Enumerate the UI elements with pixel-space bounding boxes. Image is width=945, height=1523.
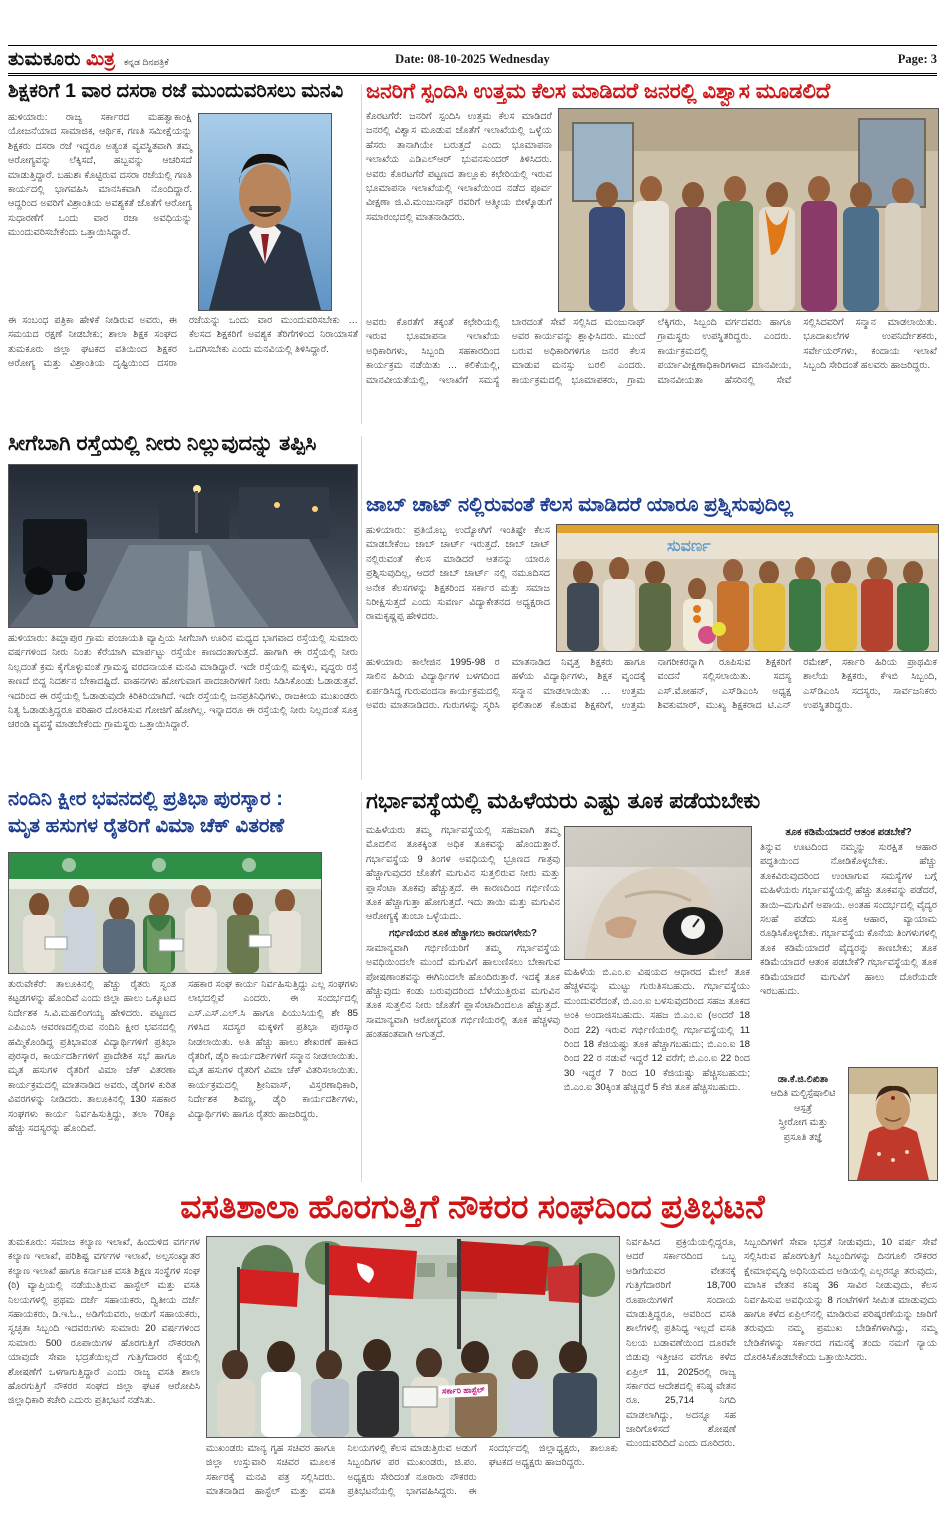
- column-rule: [361, 436, 362, 780]
- column-rule: [361, 84, 362, 424]
- article-body-continued: ಅವರು ಕೊರತೆಗೆ ತಕ್ಕಂತೆ ಕಛೇರಿಯಲ್ಲಿ ಇರುವ ಭೂಮಾಪನಾ ಇಲಾಖೆಯ ಅಧಿಕಾರಿಗಳು, ಸಿಬ್ಬಂದಿ ಸಹಕಾರದಿಂದ ಕಾರ್ಯಕ್ರಮ ನಡೆಯಿತು … ಕಲಿಕೆಯಲ್ಲಿ, ಮಾನವೀಯತೆಯಲ್ಲಿ, ಇಲಾಖೆಗೆ ಸಮಸ್ಯೆ ಬಾರದಂತೆ ಸೇವೆ ಸಲ್ಲಿಸಿದ ಮಂಜುನಾಥ್ ಅವರ ಕಾರ್ಯವನ್ನು ಶ್ಲಾಘಿಸಿದರು. ಮುಂದೆ ಬರುವ ಅಧಿಕಾರಿಗಳಿಗೂ ಜನರ ಕೆಲಸ ಮಾಡುವ ಮನಸ್ಸು ಬರಲಿ ಎಂದರು. ಕಾರ್ಯಕ್ರಮದಲ್ಲಿ ಭೂಮಾಪಕರು, ಗ್ರಾಮ ಲೆಕ್ಕಿಗರು, ಸಿಬ್ಬಂದಿ ವರ್ಗದವರು ಹಾಗೂ ಗ್ರಾಮಸ್ಥರು ಉಪಸ್ಥಿತರಿದ್ದರು. ಎಂದರು. ಕಾರ್ಯಕ್ರಮದಲ್ಲಿ ಪರ್ಯಾವೀಕ್ಷಣಾಧಿಕಾರಿಗಳಾದ ಮಾನವೀಯ, ಮಾನವೀಯತಾ ಹೆಸರಿನಲ್ಲಿ ಸೇವೆ ಸಲ್ಲಿಸಿದವರಿಗೆ ಸನ್ಮಾನ ಮಾಡಲಾಯಿತು. ಭೂದಾಖಲೆಗಳ ಉಪನಿರ್ದೇಶಕರು, ಸರ್ವೇಯರ್‌ಗಳು, ಕಂದಾಯ ಇಲಾಖೆ ಸಿಬ್ಬಂದಿ ಸೇರಿದಂತೆ ಹಲವರು ಹಾಜರಿದ್ದರು.: [366, 317, 937, 386]
- article-body-left: ತುಮಕೂರು: ಸಮಾಜ ಕಲ್ಯಾಣ ಇಲಾಖೆ, ಹಿಂದುಳಿದ ವರ್ಗಗಳ ಕಲ್ಯಾಣ ಇಲಾಖೆ, ಪರಿಶಿಷ್ಟ ವರ್ಗಗಳ ಇಲಾಖೆ, ಅಲ್ಪಸಂಖ್ಯಾತರ ಕಲ್ಯಾಣ ಇಲಾಖೆ ಹಾಗೂ ಕರ್ನಾಟಕ ವಸತಿ ಶಿಕ್ಷಣ ಸಂಸ್ಥೆಗಳ ಸಂಘ (ರಿ) ವ್ಯಾಪ್ತಿಯಲ್ಲಿ ನಡೆಯುತ್ತಿರುವ ಹಾಸ್ಟೆಲ್ ಮತ್ತು ವಸತಿ ನಿಲಯಗಳಲ್ಲಿ ಪ್ರಥಮ ದರ್ಜೆ ಸಹಾಯಕರು, ದ್ವಿತೀಯ ದರ್ಜೆ ಸಹಾಯಕರು, ಡಿ.ಇ.ಓ., ಅಡಿಗೆಯವರು, ಅಡುಗೆ ಸಹಾಯಕರು, ಸ್ವಚ್ಛತಾ ಸಿಬ್ಬಂದಿ ಇದವರುಗಳು ಸುಮಾರು 20 ವರ್ಷಗಳಿಂದ ಸುಮಾರು 500 ರೂಪಾಯಿಗಳ ಹೊರಗುತ್ತಿಗೆ ನೌಕರರಾಗಿ ಯಾವುದೇ ಸೇವಾ ಭದ್ರತೆಯಿಲ್ಲದೆ ಗುತ್ತಿಗೆದಾರರ ಕೈಯಲ್ಲಿ ಶೋಷಣೆಗೆ ಒಳಗಾಗುತ್ತಿದ್ದಾರೆ ಎಂದು ರಾಜ್ಯ ವಸತಿ ಶಾಲಾ ಹೊರಗುತ್ತಿಗೆ ನೌಕರರ ಸಂಘದ ಜಿಲ್ಲಾ ಘಟಕ ಆರೋಪಿಸಿ ಜಿಲ್ಲಾಧಿಕಾರಿ ಕಚೇರಿ ಎದುರು ಪ್ರತಿಭಟನೆ ನಡೆಸಿತು.: [8, 1237, 200, 1407]
- column-rule: [361, 792, 362, 1182]
- photo-protest-rally: [206, 1236, 620, 1438]
- article-seegebagi-road: [8, 432, 358, 784]
- headline-respond-people: ಜನರಿಗೆ ಸ್ಪಂದಿಸಿ ಉತ್ತಮ ಕೆಲಸ ಮಾಡಿದರೆ ಜನರಲ್ಲಿ ವಿಶ್ವಾಸ ಮೂಡಲಿದೆ: [366, 80, 831, 103]
- article-job-chart: [366, 494, 937, 786]
- article-respond-people: [366, 80, 937, 490]
- doctor-hospital: ಆದಿತಿ ಮಲ್ಟಿಸ್ಪೆಷಾಲಿಟಿ: [770, 1088, 836, 1100]
- article-body: ತಿನ್ನುವ ಊಟದಿಂದ ನಮ್ಮನ್ನು ಸುರಕ್ಷಿತ ಆಹಾರ ಪದ್ಧತಿಯಿಂದ ನೋಡಿಕೊಳ್ಳಬೇಕು. ಹೆಚ್ಚು ತೂಕವಿರುವುದರಿಂದ ಉಂಟಾಗುವ ಸಮಸ್ಯೆಗಳ ಬಗ್ಗೆ ಮಹಿಳೆಯರು ಗರ್ಭಾವಸ್ಥೆಯಲ್ಲಿ ಹೆಚ್ಚು ತೂಕವನ್ನು ಪಡೆದರೆ, ತಾಯಿ–ಮಗುವಿಗೆ ಅಪಾಯ. ಅಂತಹ ಸಂದರ್ಭದಲ್ಲಿ ವೈದ್ಯರ ಸಲಹೆ ಪಡೆದು ಸೂಕ್ತ ಆಹಾರ, ವ್ಯಾಯಾಮ ರೂಢಿಸಿಕೊಳ್ಳಬೇಕು. ಗರ್ಭಾವಸ್ಥೆಯ ಕೊನೆಯ ತಿಂಗಳುಗಳಲ್ಲಿ ತೂಕ ಕಡಿಮೆಯಾದರೆ ವೈದ್ಯರನ್ನು ಕಾಣಬೇಕು; ತೂಕ ಕಡಿಮೆಯಾದರೆ ಆತಂಕ ಪಡಬೇಕೆ? ಗರ್ಭಾವಸ್ಥೆಯಲ್ಲಿ ತೂಕ ಕಡಿಮೆಯಾದರೆ ಮಗುವಿಗೆ ಹಾಲು ದೊರೆಯದೇ ಇರಬಹುದು.: [760, 842, 937, 997]
- article-body: ಹುಳಿಯಾರು: ರಾಜ್ಯ ಸರ್ಕಾರದ ಮಹತ್ವಾಕಾಂಕ್ಷಿ ಯೋಜನೆಯಾದ ಸಾಮಾಜಿಕ, ಆರ್ಥಿಕ, ಗಣತಿ ಸಮೀಕ್ಷೆಯನ್ನು ಶಿಕ್ಷಕರು ದಸರಾ ರಜೆ ಇದ್ದರೂ ಅತ್ಯಂತ ವ್ಯವಸ್ಥಿತವಾಗಿ ತಮ್ಮ ಆರೋಗ್ಯವನ್ನು ಲೆಕ್ಕಿಸದೆ, ಹಬ್ಬವನ್ನು ಆಚರಿಸದೆ ಮಾಡುತ್ತಿದ್ದಾರೆ. ಬಹುಶಃ ಕೊಟ್ಟಿರುವ ದಸರಾ ರಜೆಯಲ್ಲಿ ಗಣತಿ ಕಾರ್ಯದಲ್ಲಿ ಭಾಗವಹಿಸಿ ಮಾನಸಿಕವಾಗಿ ನೊಂದಿದ್ದಾರೆ. ಆದ್ದರಿಂದ ಅವರಿಗೆ ವಿಶ್ರಾಂತಿಯ ಅವಶ್ಯಕತೆ ಜೊತೆಗೆ ಆರೋಗ್ಯ ಸುಧಾರಣೆಗೆ ಒಂದು ವಾರ ರಜಾ ಅವಧಿಯನ್ನು ಮುಂದುವರಿಸಬೇಕೆಂದು ಒತ್ತಾಯಿಸಿದ್ದಾರೆ.: [8, 112, 192, 239]
- logo-tagline: ಕನ್ನಡ ದಿನಪತ್ರಿಕೆ: [124, 56, 169, 67]
- photo-guruvandana-event: [556, 524, 939, 652]
- article-teachers-leave: [8, 80, 358, 428]
- photo-portrait-leader: [198, 113, 332, 311]
- article-body-mid: ನಿರ್ವಹಿಸಿದ ಪ್ರಕ್ರಿಯೆಯಲ್ಲಿದ್ದರೂ, ಆದರೆ ಸರ್ಕಾರದಿಂದ ಒಬ್ಬ ಅಡಿಗೆಯವರ ವೇತನಕ್ಕೆ ಗುತ್ತಿಗೆದಾರರಿಗೆ 18,700 ರೂಪಾಯಿಗಳಿಗೆ ಸಂದಾಯ ಮಾಡುತ್ತಿದ್ದರೂ, ಅವರಿಂದ ವಸತಿ ಶಾಲೆಗಳಲ್ಲಿ ಪ್ರತಿನಿಧ್ಯ ಇಲ್ಲದೆ ವಸತಿ ನಿಲಯ ಬಡಾವಣೆಯಿಂದ ದೂರವೇ ಬಿಡುವು ಇತ್ತೀಚಿನ ವರೆಗೂ ಕಳೆದ ಏಪ್ರಿಲ್ 11, 2025ರಲ್ಲಿ ರಾಜ್ಯ ಸರ್ಕಾರದ ಆದೇಶದಲ್ಲಿ ಕನಿಷ್ಠ ವೇತನ ರೂ. 25,714 ನಿಗದಿ ಮಾಡಲಾಗಿದ್ದು, ಅದನ್ನೂ ಸಹ ಜಾರಿಗೊಳಿಸದೆ ಶೋಷಣೆ ಮುಂದುವರಿದಿದೆ ಎಂದು ದೂರಿದರು.: [626, 1237, 736, 1450]
- article-body-col1: ತುರುವೇಕೆರೆ: ತಾಲೂಕಿನಲ್ಲಿ ಹೆಚ್ಚು ರೈತರು ಸ್ವಂತ ಕಟ್ಟಡಗಳನ್ನು ಹೊಂದಿವೆ ಎಂದು ಜಿಲ್ಲಾ ಹಾಲು ಒಕ್ಕೂಟದ ನಿರ್ದೇಶಕ ಸಿ.ವಿ.ಮಹಲಿಂಗಯ್ಯ ಹೇಳಿದರು. ಪಟ್ಟಣದ ಎಪಿಎಂಸಿ ಆವರಣದಲ್ಲಿರುವ ನಂದಿನಿ ಕ್ಷೀರ ಭವನದಲ್ಲಿ ಹಮ್ಮಿಕೊಂಡಿದ್ದ ಪ್ರತಿಭಾವಂತ ವಿದ್ಯಾರ್ಥಿಗಳಿಗೆ ಪ್ರತಿಭಾ ಪುರಸ್ಕಾರ, ಕಾರ್ಯದರ್ಶಿಗಳಿಗೆ ಪ್ರಾದೇಶಿಕ ಸಭೆ ಹಾಗೂ ಮೃತ ಹಸುಗಳ ರೈತರಿಗೆ ವಿಮಾ ಚೆಕ್ ವಿತರಣಾ ಕಾರ್ಯಕ್ರಮದಲ್ಲಿ ಮಾತನಾಡಿದ ಅವರು, ಡೈರಿಗಳ ಕುರಿತ ವಿವರಗಳನ್ನು ನೀಡಿದರು. ತಾಲೂಕಿನಲ್ಲಿ 130 ಸಹಕಾರ ಸಂಘಗಳು ಕಾರ್ಯ ನಿರ್ವಹಿಸುತ್ತಿದ್ದು, ತಲಾ 70ಕ್ಕೂ ಹೆಚ್ಚು ಸದಸ್ಯರನ್ನು ಹೊಂದಿವೆ.: [8, 979, 176, 1134]
- article-body-col2: ಸಹಕಾರ ಸಂಘ ಕಾರ್ಯ ನಿರ್ವಹಿಸುತ್ತಿದ್ದು ಎಲ್ಲ ಸಂಘಗಳು ಲಾಭದಲ್ಲಿವೆ ಎಂದರು. ಈ ಸಂದರ್ಭದಲ್ಲಿ ಎಸ್.ಎಸ್.ಎಲ್.ಸಿ ಹಾಗೂ ಪಿಯುಸಿಯಲ್ಲಿ ಶೇ 85 ಗಳಿಸಿದ ಸದಸ್ಯರ ಮಕ್ಕಳಿಗೆ ಪ್ರತಿಭಾ ಪುರಸ್ಕಾರ ನೀಡಲಾಯಿತು. ಅತಿ ಹೆಚ್ಚು ಹಾಲು ಶೇಖರಣೆ ಹಾಕಿದ ರೈತರಿಗೆ, ಡೈರಿ ಕಾರ್ಯದರ್ಶಿಗಳಿಗೆ ಸನ್ಮಾನ ನೀಡಲಾಯಿತು. ಮೃತ ಹಸುಗಳ ರೈತರಿಗೆ ವಿಮಾ ಚೆಕ್ ವಿತರಿಸಲಾಯಿತು. ಕಾರ್ಯಕ್ರಮದಲ್ಲಿ ಶ್ರೀನಿವಾಸ್, ವಿಸ್ತರಣಾಧಿಕಾರಿ, ನಿರ್ದೇಶಕ ಶಿವಣ್ಣ, ಡೈರಿ ಕಾರ್ಯದರ್ಶಿಗಳು, ವಿದ್ಯಾರ್ಥಿಗಳು ಹಾಗೂ ರೈತರು ಹಾಜರಿದ್ದರು.: [188, 979, 358, 1120]
- article-body: ಸಾಮಾನ್ಯವಾಗಿ ಗರ್ಭಿಣಿಯರಿಗೆ ತಮ್ಮ ಗರ್ಭಾವಸ್ಥೆಯ ಅವಧಿಯಿಂದಲೇ ಮುಂದೆ ಮಗುವಿಗೆ ಹಾಲುಣಿಸಲು ಬೇಕಾಗುವ ಪೋಷಣಾಂಶವನ್ನು ಈಗಿನಿಂದಲೇ ಹೊಂದಿರುತ್ತಾರೆ. ಇದಕ್ಕೆ ತೂಕ ಹೆಚ್ಚುವುದು ಕಂಡು ಬರುವುದರಿಂದ ಬೆಳೆಯುತ್ತಿರುವ ಮಗುವಿನ ತೂಕ ಸುತ್ತಲಿನ ನೀರು ಜೊತೆಗೆ ಪ್ಲಾಸೆಂಟಾದಿಂದಲೂ ಹೆಚ್ಚುತ್ತದೆ. ಸಾಮಾನ್ಯವಾಗಿ ಆರೋಗ್ಯವಂತ ಗರ್ಭಿಣಿಯರಲ್ಲಿ ತೂಕ ಹೆಚ್ಚಳವು ಹಂತಹಂತವಾಗಿ ಆಗುತ್ತದೆ.: [366, 942, 560, 1041]
- headline-nandini-line1: ನಂದಿನಿ ಕ್ಷೀರ ಭವನದಲ್ಲಿ ಪ್ರತಿಭಾ ಪುರಸ್ಕಾರ :: [8, 788, 283, 810]
- article-body: ಹುಳಿಯಾರು: ತಿಮ್ಲಾಪುರ ಗ್ರಾಮ ಪಂಚಾಯತಿ ವ್ಯಾಪ್ತಿಯ ಸೀಗೆಬಾಗಿ ಊರಿನ ಮಧ್ಯದ ಭಾಗವಾದ ರಸ್ತೆಯಲ್ಲಿ ಸುಮಾರು ವರ್ಷಗಳಿಂದ ನೀರು ನಿಂತು ಕೆರೆಯಾಗಿ ಮಾರ್ಪಟ್ಟು ರಸ್ತೆಯೇ ಕಾಣದಂತಾಗುತ್ತದೆ. ಹಾಗಾಗಿ ಈ ರಸ್ತೆಯಲ್ಲಿ ನೀರು ನಿಲ್ಲದಂತೆ ಕ್ರಮ ಕೈಗೊಳ್ಳುವಂತೆ ಗ್ರಾಮಸ್ಥ ವರದನಾಯಕ ಮನವಿ ಮಾಡಿದ್ದಾರೆ. ಇದೇ ರಸ್ತೆಯಲ್ಲಿ ಮಕ್ಕಳು, ವೃದ್ಧರು ರಸ್ತೆ ಕಾಣದೆ ಬಿದ್ದ ನಿದರ್ಶನ ಬೇಕಾದಷ್ಟಿದೆ. ವಾಹನಗಳು ಹೋಗುವಾಗ ಪಾದಚಾರಿಗಳಿಗೆ ನೀರು ಸಿಡಿಸಿಕೊಂಡು ಓಡಾಡುತ್ತವೆ. ಇದರಿಂದ ಈ ರಸ್ತೆಯಲ್ಲಿ ಓಡಾಡುವುದೇ ಕಿರಿಕಿರಿಯಾಗಿದೆ. ಇದೇ ರಸ್ತೆಯಲ್ಲಿ ಜನಪ್ರತಿನಿಧಿಗಳು, ರಾಜಕೀಯ ಮುಖಂಡರು ನಿತ್ಯ ಓಡಾಡುತ್ತಿದ್ದರೂ ಪರಿಹಾರ ದೊರಕಿಸುವ ಗೋಜಿಗೆ ಹೋಗಿಲ್ಲ. ಇನ್ನಾದರೂ ಈ ರಸ್ತೆಯಲ್ಲಿ ನೀರು ನಿಲ್ಲದಂತೆ ಸೂಕ್ತ ಚರಂಡಿ ವ್ಯವಸ್ಥೆ ಮಾಡಬೇಕೆಂದು ಗ್ರಾಮಸ್ಥರು ಒತ್ತಾಯಿಸಿದ್ದಾರೆ.: [8, 633, 358, 731]
- article-nandini: [8, 788, 358, 1185]
- article-body-continued: ಈ ಸಂಬಂಧ ಪತ್ರಿಕಾ ಹೇಳಿಕೆ ನೀಡಿರುವ ಅವರು, ಈ ಸಮಯದ ರಕ್ಷಣೆ ನೀಡಬೇಕು; ಶಾಲಾ ಶಿಕ್ಷಕ ಸಂಘದ ತುಮಕೂರು ಜಿಲ್ಲಾ ಘಟಕದ ವತಿಯಿಂದ ಶಿಕ್ಷಕರ ಆರೋಗ್ಯ ಮತ್ತು ವಿಶ್ರಾಂತಿಯ ದೃಷ್ಟಿಯಿಂದ ದಸರಾ ರಜೆಯನ್ನು ಒಂದು ವಾರ ಮುಂದುವರಿಸಬೇಕು … ಕೆಲಸದ ಶಿಕ್ಷಕರಿಗೆ ಅವಶ್ಯಕ ತೆರಿಗೆಗಳಿಂದ ನಿರಾಯಾಸತೆ ಒದಗಿಸಬೇಕು ಎಂದು ಮನವಿಯಲ್ಲಿ ತಿಳಿಸಿದ್ದಾರೆ.: [8, 315, 358, 370]
- subhead-weight-loss-worry: ತೂಕ ಕಡಿಮೆಯಾದರೆ ಆತಂಕ ಪಡಬೇಕೆ?: [785, 827, 912, 838]
- article-col3: [760, 824, 937, 1184]
- logo-accent: ಮಿತ್ರ: [85, 48, 115, 70]
- subhead-weight-gain-causes: ಗರ್ಭಿಣಿಯರ ತೂಕ ಹೆಚ್ಚಾಗಲು ಕಾರಣಗಳೇನು?: [388, 927, 538, 939]
- page-number: Page: 3: [897, 52, 937, 66]
- headline-pregnancy: ಗರ್ಭಾವಸ್ಥೆಯಲ್ಲಿ ಮಹಿಳೆಯರು ಎಷ್ಟು ತೂಕ ಪಡೆಯಬೇಕು: [366, 788, 761, 813]
- article-col1: [366, 824, 560, 1184]
- article-body-continued: ಹುಳಿಯಾರು ಕಾಲೇಜಿನ 1995-98 ರ ಸಾಲಿನ ಹಿರಿಯ ವಿದ್ಯಾರ್ಥಿಗಳ ಬಳಗದಿಂದ ಏರ್ಪಡಿಸಿದ್ದ ಗುರುವಂದನಾ ಕಾರ್ಯಕ್ರಮದಲ್ಲಿ ಅವರು ಮಾತನಾಡಿದರು. ಗುರುಗಳನ್ನು ಸ್ಮರಿಸಿ ಮಾತನಾಡಿದ ನಿವೃತ್ತ ಶಿಕ್ಷಕರು ಹಾಗೂ ಹಳೆಯ ವಿದ್ಯಾರ್ಥಿಗಳು, ಶಿಕ್ಷಕ ವೃಂದಕ್ಕೆ ಸನ್ಮಾನ ಮಾಡಲಾಯಿತು … ಉತ್ತಮ ಫಲಿತಾಂಶ ಕೊಡುವ ಶಿಕ್ಷಕರಿಗೆ, ಉತ್ತಮ ನಾಗರೀಕರನ್ನಾಗಿ ರೂಪಿಸುವ ಶಿಕ್ಷಕರಿಗೆ ವಂದನೆ ಸಲ್ಲಿಸಲಾಯಿತು. ಸದಸ್ಯ ಎಸ್.ಮೋಹನ್, ಎಸ್‌ಡಿಎಂಸಿ ಅಧ್ಯಕ್ಷ ಶಿವಕುಮಾರ್, ಮುಖ್ಯ ಶಿಕ್ಷಕರಾದ ಟಿ.ಎನ್ ರಮೇಶ್, ಸರ್ಕಾರಿ ಹಿರಿಯ ಪ್ರಾಥಮಿಕ ಶಾಲೆಯ ಶಿಕ್ಷಕರು, ಕೆಇಬಿ ಸಿಬ್ಬಂದಿ, ಎಸ್‌ಡಿಎಂಸಿ ಸದಸ್ಯರು, ಸಾರ್ವಜನಿಕರು ಉಪಸ್ಥಿತರಿದ್ದರು.: [366, 657, 937, 712]
- photo-doctor: [848, 1067, 938, 1181]
- doctor-speciality: ಸ್ತ್ರೀರೋಗ ಮತ್ತು: [778, 1117, 828, 1129]
- photo-pregnancy-scale: [564, 826, 752, 960]
- headline-teachers-leave: ಶಿಕ್ಷಕರಿಗೆ 1 ವಾರ ದಸರಾ ರಜೆ ಮುಂದುವರಿಸಲು ಮನವಿ: [8, 80, 344, 102]
- article-body-under-photo: ಮುಖಂಡರು ಮಾನ್ಯ ಗೃಹ ಸಚಿವರ ಹಾಗೂ ಜಿಲ್ಲಾ ಉಸ್ತುವಾರಿ ಸಚಿವರ ಮೂಲಕ ಸರ್ಕಾರಕ್ಕೆ ಮನವಿ ಪತ್ರ ಸಲ್ಲಿಸಿದರು. ಮಾತನಾಡಿದ ಹಾಸ್ಟೆಲ್ ಮತ್ತು ವಸತಿ ನಿಲಯಗಳಲ್ಲಿ ಕೆಲಸ ಮಾಡುತ್ತಿರುವ ಅಡುಗೆ ಸಿಬ್ಬಂದಿಗಳ ಪರ ಮುಖಂಡರು, ಜಿ.ಪಂ. ಅಧ್ಯಕ್ಷರು ಸೇರಿದಂತೆ ನೂರಾರು ನೌಕರರು ಪ್ರತಿಭಟನೆಯಲ್ಲಿ ಭಾಗವಹಿಸಿದ್ದರು. ಈ ಸಂದರ್ಭದಲ್ಲಿ ಜಿಲ್ಲಾಧ್ಯಕ್ಷರು, ತಾಲೂಕು ಘಟಕದ ಅಧ್ಯಕ್ಷರು ಹಾಜರಿದ್ದರು.: [206, 1443, 618, 1498]
- svg-text:ಸುವರ್ಣ: ಸುವರ್ಣ: [667, 538, 711, 555]
- photo-night-road: [8, 464, 358, 628]
- article-body-col2: ಮಹಿಳೆಯ ಬಿ.ಎಂ.ಐ ವಿಷಯದ ಆಧಾರದ ಮೇಲೆ ತೂಕ ಹೆಚ್ಚಳವನ್ನು ಮುಟ್ಟು ಗುರುತಿಸಬಹುದು. ಗರ್ಭಾವಸ್ಥೆಯು ಮುಂದುವರೆದಂತೆ, ಬಿ.ಎಂ.ಐ ಬಳಸುವುದರಿಂದ ಸಹಜ ತೂಕದ ಅಂಕಿ ಅಂದಾಜಿಸಬಹುದು. ಸಹಜ ಬಿ.ಎಂ.ಐ (ಅಂದರೆ 18 ರಿಂದ 22) ಇರುವ ಗರ್ಭಿಣಿಯರಲ್ಲಿ ಗರ್ಭಾವಸ್ಥೆಯಲ್ಲಿ 11 ರಿಂದ 18 ಕೆಜಿಯಷ್ಟು ತೂಕ ಹೆಚ್ಚಾಗಬಹುದು; ಬಿ.ಎಂ.ಐ 18 ರಿಂದ 22 ರ ನಡುವೆ ಇದ್ದರೆ 12 ವರೆಗೆ; ಬಿ.ಎಂ.ಐ 22 ರಿಂದ 30 ಇದ್ದರೆ 7 ರಿಂದ 10 ಕೆಜಿಯಷ್ಟು ಹೆಚ್ಚಿಸಬಹುದು; ಬಿ.ಎಂ.ಐ 30ಕ್ಕಿಂತ ಹೆಚ್ಚಿದ್ದರೆ 5 ಕೆಜಿ ತೂಕ ಹೆಚ್ಚಿಸಬಹುದು.: [564, 967, 750, 1094]
- headline-seegebagi-road: ಸೀಗೆಬಾಗಿ ರಸ್ತೆಯಲ್ಲಿ ನೀರು ನಿಲ್ಲುವುದನ್ನು ತಪ್ಪಿಸಿ: [8, 432, 317, 455]
- edition-date: Date: 08-10-2025 Wednesday: [395, 52, 550, 66]
- doctor-name: ಡಾ.ಕೆ.ಜಿ.ಲಿಖಿತಾ: [777, 1074, 829, 1085]
- article-lead: ಮಹಿಳೆಯರು ತಮ್ಮ ಗರ್ಭಾವಸ್ಥೆಯಲ್ಲಿ ಸಹಜವಾಗಿ ತಮ್ಮ ಮೊದಲಿನ ತೂಕಕ್ಕಿಂತ ಅಧಿಕ ತೂಕವನ್ನು ಹೊಂದುತ್ತಾರೆ. ಗರ್ಭಾವಸ್ಥೆಯ 9 ತಿಂಗಳ ಅವಧಿಯಲ್ಲಿ ಭ್ರೂಣದ ಗಾತ್ರವು ಹೆಚ್ಚಾಗುವುದರ ಜೊತೆಗೆ ಮಗುವಿನ ಸುತ್ತಲಿರುವ ನೀರು ಮತ್ತು ಪ್ಲಾಸೆಂಟಾ ತೂಕವು ಹೆಚ್ಚುತ್ತದೆ. ಈ ಕಾರಣದಿಂದ ಗರ್ಭಿಣಿಯ ತೂಕ ಹೆಚ್ಚಾಗುತ್ತಾ ಹೋಗುತ್ತದೆ. ಇದು ತಾಯಿ ಮತ್ತು ಮಗುವಿನ ಆರೋಗ್ಯಕ್ಕೆ ತುಂಬಾ ಒಳ್ಳೆಯದು.: [366, 825, 560, 923]
- doctor-credit: [760, 1073, 846, 1145]
- article-body: ಹುಳಿಯಾರು: ಪ್ರತಿಯೊಬ್ಬ ಉದ್ಯೋಗಿಗೆ ಇಂತಿಷ್ಟೇ ಕೆಲಸ ಮಾಡಬೇಕೆಂಬ ಜಾಬ್ ಚಾರ್ಟ್ ಇರುತ್ತದೆ. ಜಾಬ್ ಚಾಟ್ ನಲ್ಲಿರುವಂತೆ ಕೆಲಸ ಮಾಡಿದರೆ ಆತನನ್ನು ಯಾರೂ ಪ್ರಶ್ನಿಸುವುದಿಲ್ಲ, ಆದರೆ ಜಾಬ್ ಚಾರ್ಟ್ ನಲ್ಲಿ ನಮೂದಿಸದ ಅನೇಕ ಕೆಲಸಗಳನ್ನು ಶಿಕ್ಷಕರಿಂದ ಸರ್ಕಾರ ಮತ್ತು ಸಮಾಜ ನಿರೀಕ್ಷಿಸುತ್ತದೆ ಎಂದು ಸುವರ್ಣ ವಿದ್ಯಾಕೇತನದ ಅಧ್ಯಕ್ಷರಾದ ರಾಮಕೃಷ್ಣಪ್ಪ ಹೇಳಿದರು.: [366, 525, 550, 623]
- headline-nandini-line2: ಮೃತ ಹಸುಗಳ ರೈತರಿಗೆ ವಿಮಾ ಚೆಕ್ ವಿತರಣೆ: [8, 815, 285, 837]
- headline-job-chart: ಜಾಬ್ ಚಾಟ್ ನಲ್ಲಿರುವಂತೆ ಕೆಲಸ ಮಾಡಿದರೆ ಯಾರೂ ಪ್ರಶ್ನಿಸುವುದಿಲ್ಲ: [366, 494, 793, 516]
- photo-farewell-group: [558, 108, 939, 312]
- protest-banner-text: ಸರ್ಕಾರಿ ಹಾಸ್ಟೆಲ್: [439, 1384, 488, 1398]
- photo-ksheera-bhavana: [8, 852, 322, 974]
- article-pregnancy: [366, 788, 937, 1185]
- doctor-hospital2: ಆಸ್ಪತ್ರೆ: [793, 1102, 813, 1114]
- masthead: [8, 45, 937, 76]
- headline-protest: ವಸತಿಶಾಲಾ ಹೊರಗುತ್ತಿಗೆ ನೌಕರರ ಸಂಘದಿಂದ ಪ್ರತಿಭಟನೆ: [180, 1188, 765, 1225]
- logo-main: ತುಮಕೂರು: [8, 48, 81, 70]
- article-body-right: ಸಿಬ್ಬಂದಿಗಳಿಗೆ ಸೇವಾ ಭದ್ರತೆ ನೀಡುವುದು, 10 ವರ್ಷ ಸೇವೆ ಸಲ್ಲಿಸಿರುವ ಹೊರಗುತ್ತಿಗೆ ಸಿಬ್ಬಂದಿಗಳನ್ನು ದಿನಗೂಲಿ ನೌಕರರ ಕ್ಷೇಮಾಭಿವೃದ್ಧಿ ಅಧಿನಿಯಮದ ಅಡಿಯಲ್ಲಿ ಎಲ್ಲರನ್ನೂ ತರುವುದು, ಮಾಸಿಕ ವೇತನ ಕನಿಷ್ಠ 36 ಸಾವಿರ ನೀಡುವುದು, ಕೆಲಸ ನಿರ್ವಹಿಸುವ ಅವಧಿಯನ್ನು 8 ಗಂಟೆಗಳಿಗೆ ಸೀಮಿತ ಮಾಡುವುದು ಹಾಗೂ ಕಳೆದ ಏಪ್ರಿಲ್‌ನಲ್ಲಿ ಮಾಡಿರುವ ಪರಿಷ್ಕರಣೆಯನ್ನು ಜಾರಿಗೆ ತರುವುದು ನಮ್ಮ ಪ್ರಮುಖ ಬೇಡಿಕೆಗಳಾಗಿದ್ದು, ನಮ್ಮ ಬೇಡಿಕೆಗಳನ್ನು ಸರ್ಕಾರದ ಗಮನಕ್ಕೆ ತಂದು ನಮಗೆ ನ್ಯಾಯ ದೊರಕಿಸಿಕೊಡಬೇಕೆಂದು ಒತ್ತಾಯಿಸಿದರು.: [744, 1237, 937, 1364]
- article-protest: [8, 1188, 937, 1518]
- article-body: ಕೊರಟಗೆರೆ: ಜನರಿಗೆ ಸ್ಪಂದಿಸಿ ಉತ್ತಮ ಕೆಲಸ ಮಾಡಿದರೆ ಜನರಲ್ಲಿ ವಿಶ್ವಾಸ ಮೂಡುವ ಜೊತೆಗೆ ಇಲಾಖೆಯಲ್ಲಿ ಒಳ್ಳೆಯ ಹೆಸರು ತಾನಾಗಿಯೇ ಬರುತ್ತದೆ ಎಂದು ಭೂಮಾಪನಾ ಇಲಾಖೆಯ ಎಡಿಎಲ್‌ಆರ್ ಭುವನಸುಂದರ್ ತಿಳಿಸಿದರು. ಅವರು ಕೊರಟಗೆರೆ ಪಟ್ಟಣದ ತಾಲ್ಲೂಕು ಕಛೇರಿಯಲ್ಲಿ ಇರುವ ಭೂಮಾಪನಾ ಇಲಾಖೆಯಲ್ಲಿ ಇಲಾಖೆಯಿಂದ ನಡೆದ ಪೂರ್ವ ವೀಕ್ಷಣಾ ಜಿ.ವಿ.ಮಂಜುನಾಥ್ ರವರಿಗೆ ಆತ್ಮೀಯ ಬೀಳ್ಕೊಡುಗೆ ಸಮಾರಂಭದಲ್ಲಿ ಮಾತನಾಡಿದರು.: [366, 111, 552, 223]
- doctor-speciality2: ಪ್ರಸೂತಿ ತಜ್ಞೆ: [783, 1131, 823, 1143]
